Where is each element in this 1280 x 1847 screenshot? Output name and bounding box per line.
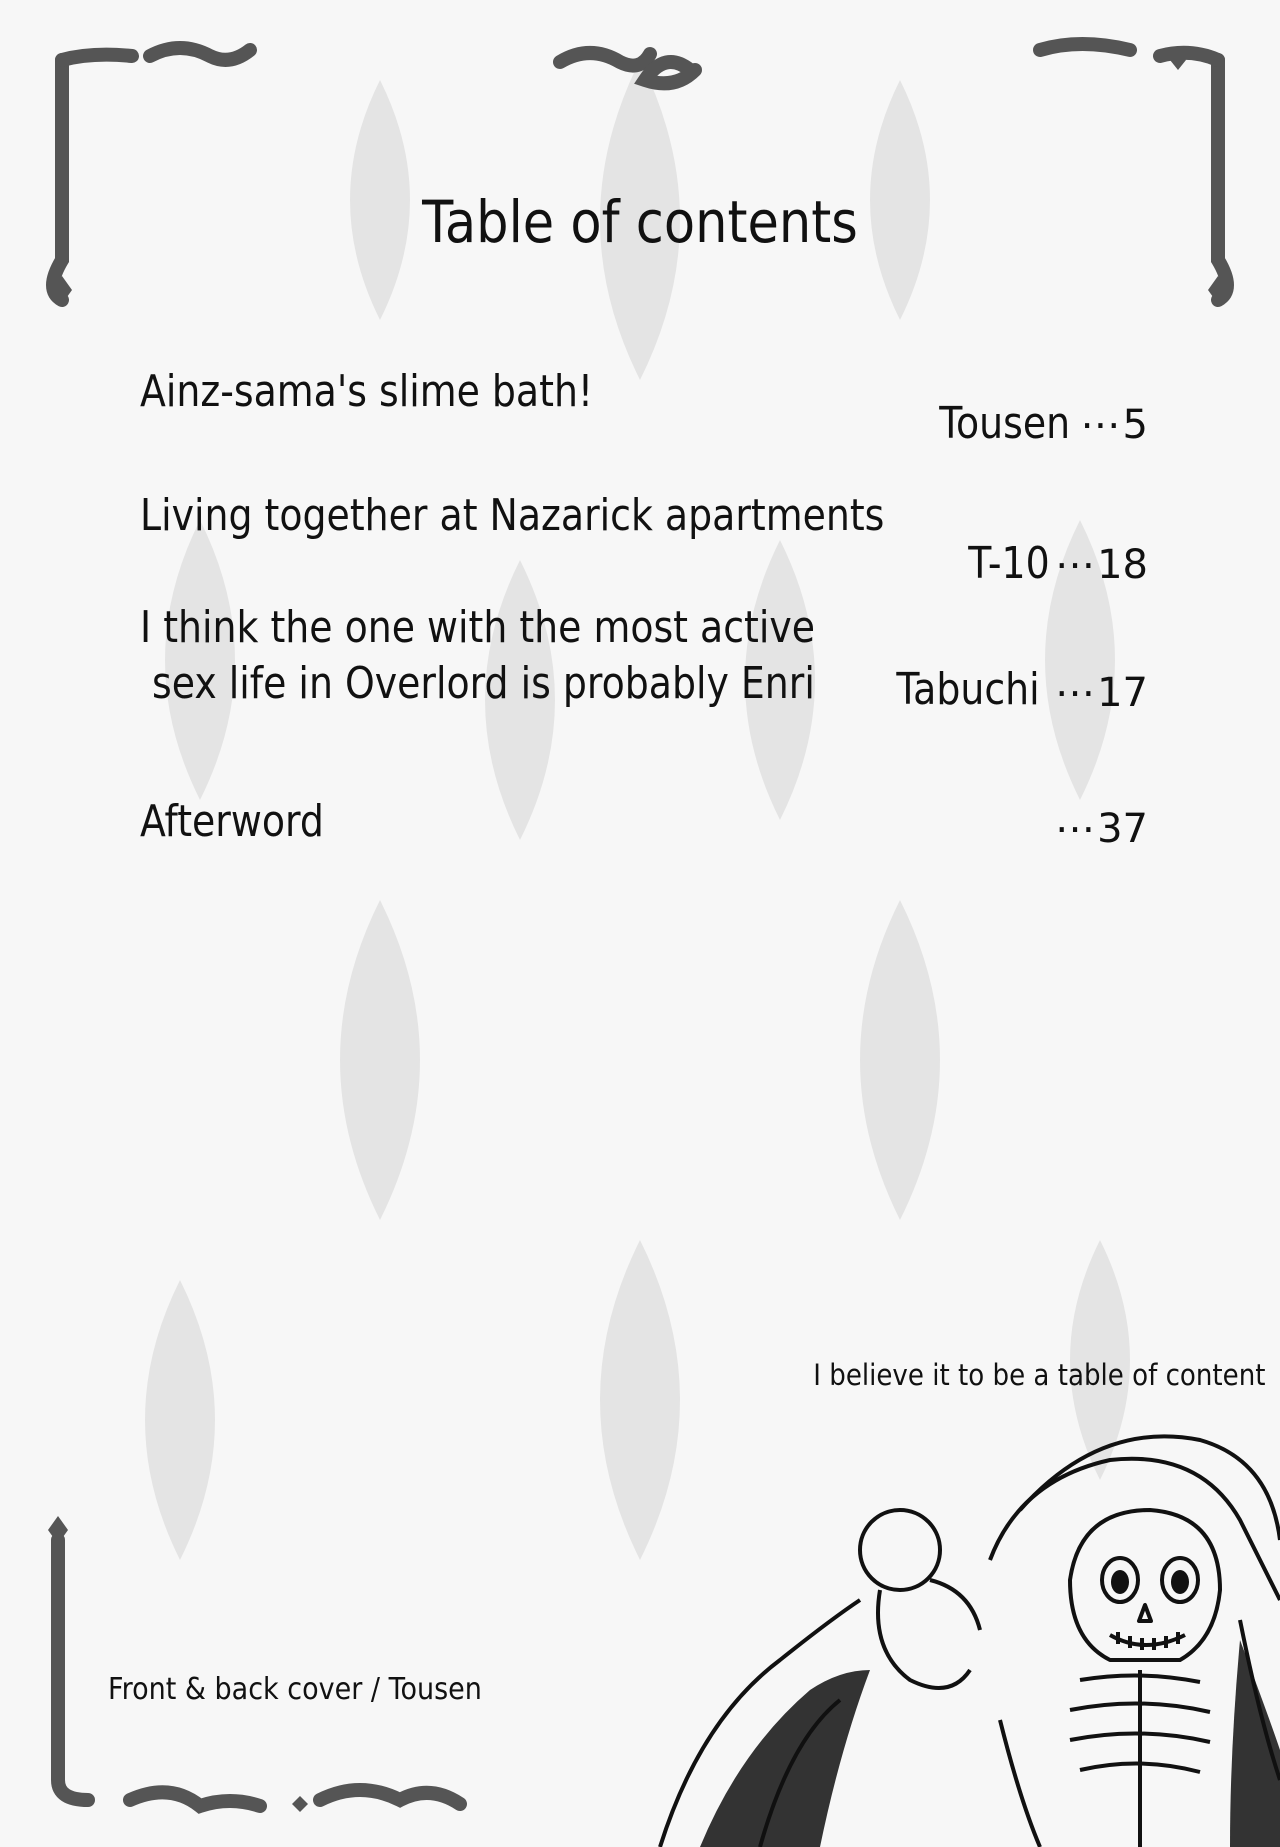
skeleton-illustration [640, 1420, 1280, 1847]
toc-entry-author: Tabuchi [896, 664, 1040, 715]
toc-entry-page: ⋯5 [1080, 402, 1148, 448]
toc-entry-author: Tousen [939, 398, 1070, 449]
toc-entry-title: I think the one with the most active sex life in Overlord is probably Enri [140, 602, 816, 709]
page-title: Table of contents [422, 188, 858, 256]
toc-entry-author: T-10 [968, 538, 1050, 589]
toc-entry-page: ⋯17 [1055, 670, 1148, 716]
cover-credit: Front & back cover / Tousen [108, 1672, 482, 1707]
toc-entry-page: ⋯37 [1055, 806, 1148, 852]
side-note: I believe it to be a table of content [813, 1358, 1266, 1392]
toc-entry-title: Ainz-sama's slime bath! [140, 366, 594, 417]
toc-entry-page: ⋯18 [1055, 542, 1148, 588]
toc-entry-title: Afterword [140, 796, 324, 847]
toc-entry-title: Living together at Nazarick apartments [140, 490, 885, 541]
